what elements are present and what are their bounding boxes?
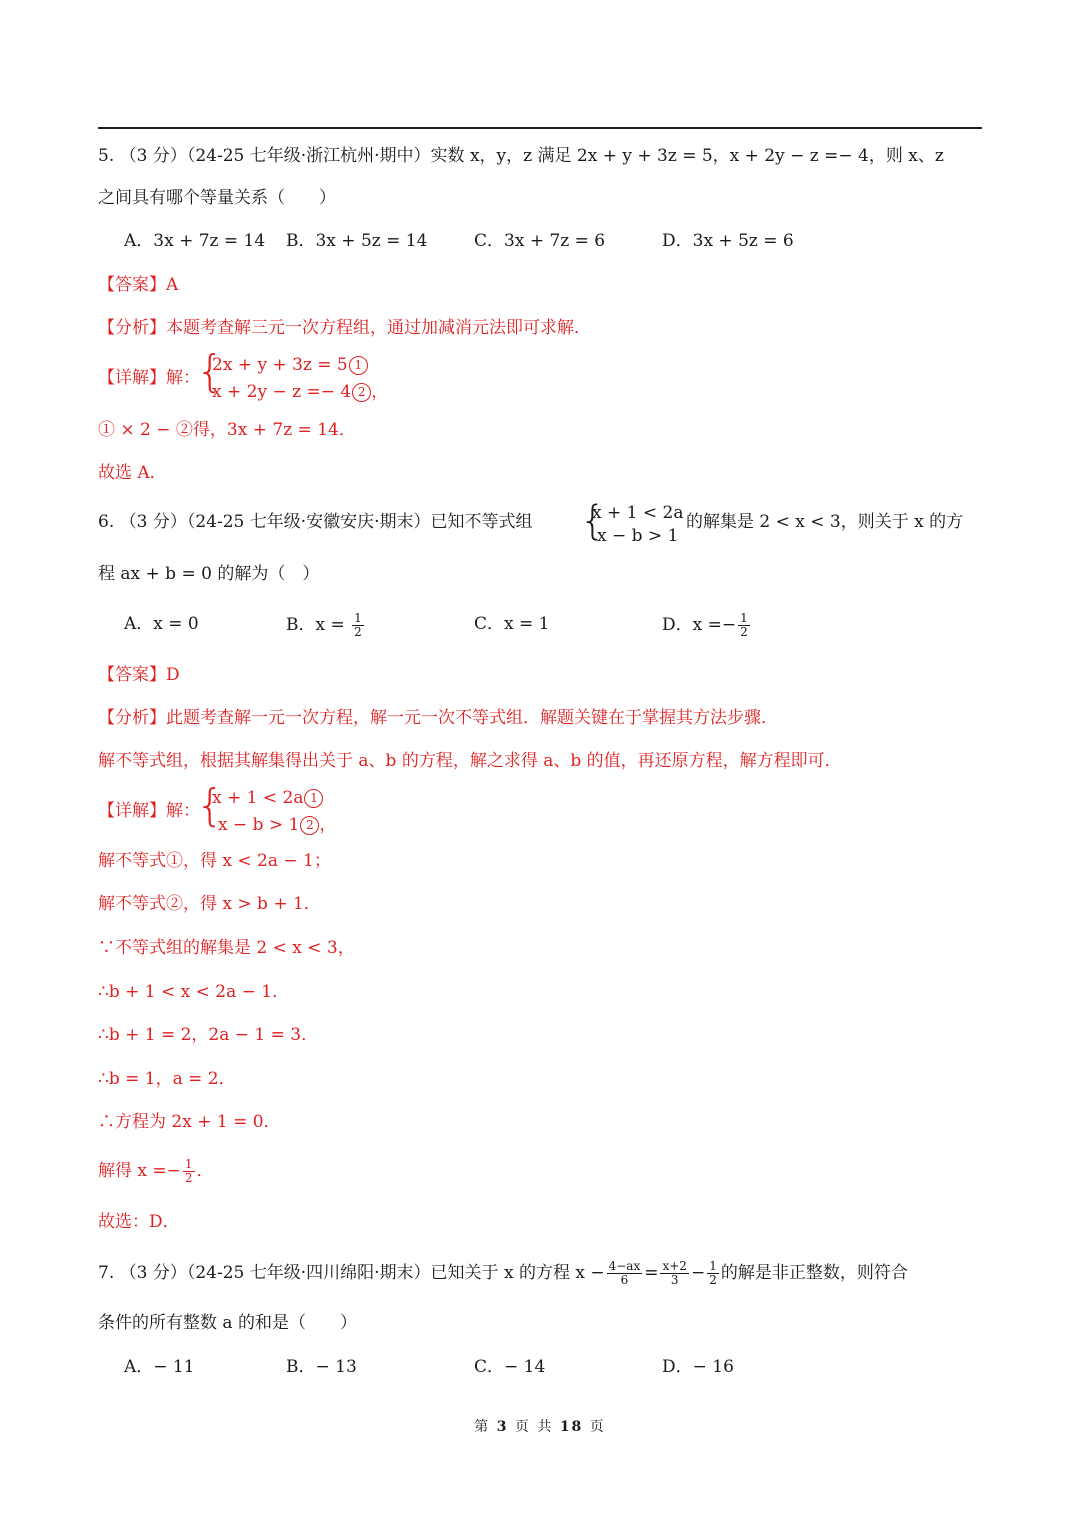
q6-stem-post: 的解集是 2 < x < 3，则关于 x 的方: [686, 512, 964, 532]
header-rule: [98, 127, 982, 129]
q5-option-b: B．3x + 5z = 14: [286, 231, 428, 251]
q6-option-d: D．x =− $\frac{1}{2}$: [662, 611, 748, 639]
q5-analysis: 【分析】本题考查解三元一次方程组，通过加减消元法即可求解．: [98, 318, 591, 338]
q5-option-c: C．3x + 7z = 6: [474, 231, 606, 251]
q5-stem-line2: 之间具有哪个等量关系（ ）: [98, 188, 336, 208]
q5-system-brace: {: [196, 346, 224, 397]
q5-system-eq2: x + 2y − z =− 4 2 ，: [212, 382, 389, 402]
q6-option-c: C．x = 1: [474, 614, 550, 634]
q6-step-1: 解不等式①，得 x < 2a − 1；: [98, 851, 331, 871]
q6-inequality-2: x − b > 1: [597, 526, 679, 546]
q6-answer: 【答案】D: [98, 665, 180, 685]
q6-step-6: ∴b = 1，a = 2．: [98, 1069, 236, 1089]
q6-conclusion: 故选：D．: [98, 1212, 180, 1232]
q6-step-3: ∵不等式组的解集是 2 < x < 3，: [98, 938, 355, 958]
q5-detail-label: 【详解】解：: [98, 368, 200, 388]
q6-system-brace: {: [580, 498, 606, 544]
q6-step-2: 解不等式②，得 x > b + 1．: [98, 894, 321, 914]
q6-analysis-2: 解不等式组，根据其解集得出关于 a、b 的方程，解之求得 a、b 的值，再还原方程，解方程即可．: [98, 751, 842, 771]
q7-option-c: C．− 14: [474, 1357, 546, 1377]
q6-stem-pre: 6. （3 分）（24-25 七年级·安徽安庆·期末）已知不等式组: [98, 512, 533, 532]
q6-detail-label: 【详解】解：: [98, 801, 200, 821]
q7-option-a: A．− 11: [124, 1357, 195, 1377]
q5-answer: 【答案】A: [98, 275, 179, 295]
q6-solve: 解得 x =− $\frac{1}{2}$ ．: [98, 1157, 214, 1185]
q5-option-d: D．3x + 5z = 6: [662, 231, 794, 251]
q6-step-5: ∴b + 1 = 2，2a − 1 = 3．: [98, 1025, 319, 1045]
q5-system-eq1: 2x + y + 3z = 5 1: [212, 354, 368, 376]
q6-step-4: ∴b + 1 < x < 2a − 1．: [98, 982, 290, 1002]
q5-conclusion: 故选 A．: [98, 463, 167, 483]
q6-step-7: ∴方程为 2x + 1 = 0．: [98, 1112, 281, 1132]
page-footer: 第 3 页 共 18 页: [474, 1419, 606, 1435]
q7-option-b: B．− 13: [286, 1357, 357, 1377]
q7-stem-line1: 7. （3 分）（24-25 七年级·四川绵阳·期末）已知关于 x 的方程 x − $\frac{4-ax}{6}$ = $\frac{x+2}{3}$ − $\frac{1}{2}$ 的解是非正整数，则符合: [98, 1259, 908, 1287]
q7-stem-line2: 条件的所有整数 a 的和是（ ）: [98, 1313, 357, 1333]
q5-step1: ① × 2 − ②得，3x + 7z = 14．: [98, 420, 356, 440]
q5-option-a: A．3x + 7z = 14: [124, 231, 266, 251]
q6-inequality-1: x + 1 < 2a: [592, 503, 684, 523]
q6-solution-brace: {: [196, 780, 224, 831]
q6-stem-line2: 程 ax + b = 0 的解为（ ）: [98, 564, 320, 584]
q6-solution-eq1: x + 1 < 2a 1: [212, 787, 323, 809]
q6-option-a: A．x = 0: [124, 614, 199, 634]
q5-stem-line1: 5. （3 分）（24-25 七年级·浙江杭州·期中）实数 x，y，z 满足 2x + y + 3z = 5，x + 2y − z =− 4，则 x、z: [98, 146, 944, 166]
q6-solution-eq2: x − b > 1 2 ，: [218, 815, 337, 835]
q6-option-b: B．x = $\frac{1}{2}$: [286, 611, 362, 639]
q6-analysis-1: 【分析】此题考查解一元一次方程，解一元一次不等式组．解题关键在于掌握其方法步骤．: [98, 708, 778, 728]
q7-option-d: D．− 16: [662, 1357, 734, 1377]
